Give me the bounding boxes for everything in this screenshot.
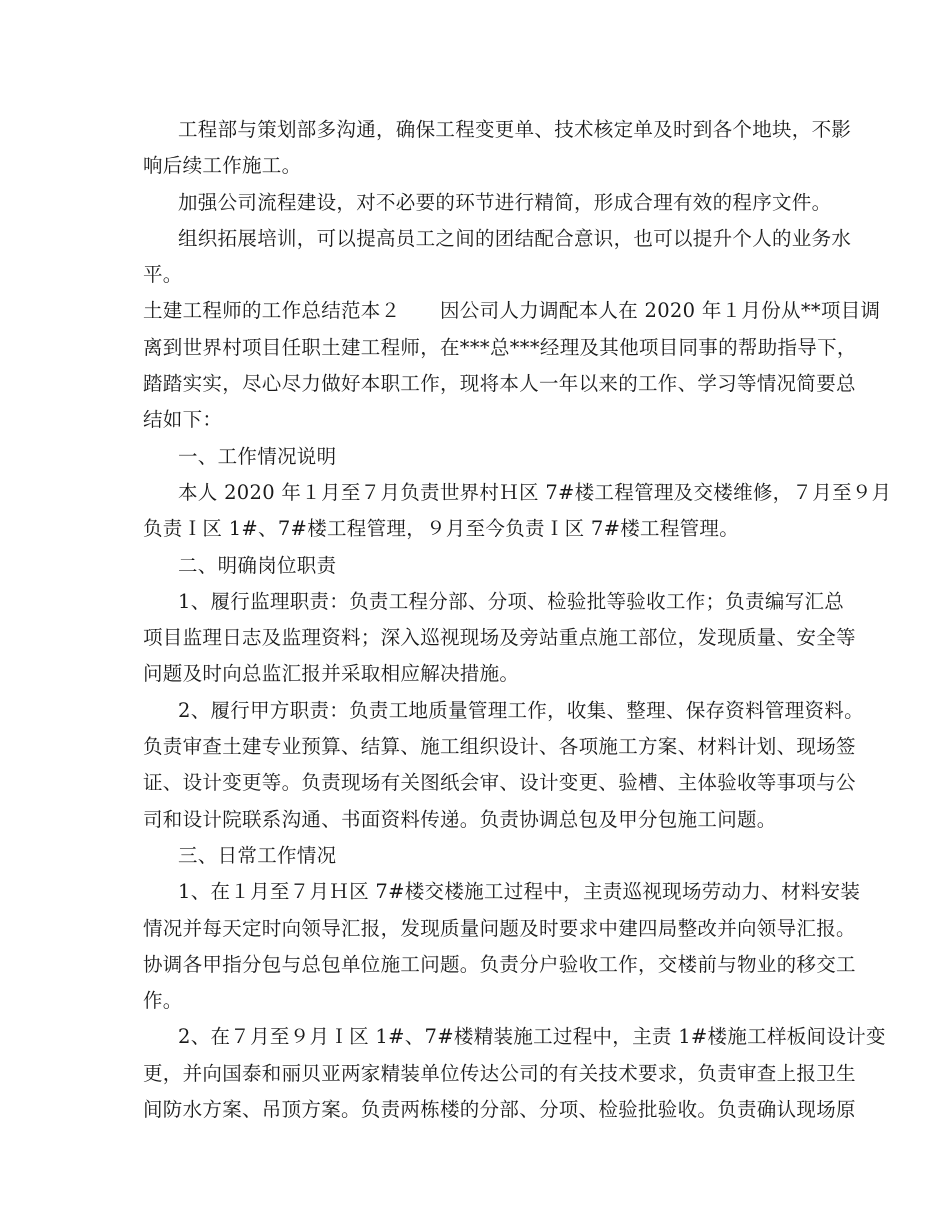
text-line: 本人 2020 年１月至７月负责世界村Ｈ区 7#楼工程管理及交楼维修，７月至９月 <box>178 480 892 504</box>
text-line: 结如下： <box>143 408 223 432</box>
text-line: 司和设计院联系沟通、书面资料传递。负责协调总包及甲分包施工问题。 <box>143 807 777 831</box>
text-line: 问题及时向总监汇报并采取相应解决措施。 <box>143 662 520 686</box>
text-line: 情况并每天定时向领导汇报，发现质量问题及时要求中建四局整改并向领导汇报。 <box>143 916 856 940</box>
text-line: 二、明确岗位职责 <box>178 553 337 577</box>
text-line: 平。 <box>143 263 183 287</box>
text-line: 负责Ｉ区 1#、7#楼工程管理，９月至今负责Ｉ区 7#楼工程管理。 <box>143 517 740 541</box>
text-line: 三、日常工作情况 <box>178 843 337 867</box>
text-line: 1、履行监理职责：负责工程分部、分项、检验批等验收工作；负责编写汇总 <box>178 589 845 613</box>
text-line: 响后续工作施工。 <box>143 154 302 178</box>
text-line: 项目监理日志及监理资料；深入巡视现场及旁站重点施工部位，发现质量、安全等 <box>143 626 856 650</box>
text-line: 工程部与策划部多沟通，确保工程变更单、技术核定单及时到各个地块，不影 <box>178 118 852 141</box>
text-line: 2、在７月至９月Ｉ区 1#、7#楼精装施工过程中，主责 1#楼施工样板间设计变 <box>178 1025 886 1049</box>
text-line: 一、工作情况说明 <box>178 444 337 468</box>
text-line: 离到世界村项目任职土建工程师，在***总***经理及其他项目同事的帮助指导下， <box>143 335 857 359</box>
text-line: 加强公司流程建设，对不必要的环节进行精简，形成合理有效的程序文件。 <box>178 190 832 214</box>
text-line: 证、设计变更等。负责现场有关图纸会审、设计变更、验槽、主体验收等事项与公 <box>143 771 856 795</box>
text-line: 更，并向国泰和丽贝亚两家精装单位传达公司的有关技术要求，负责审查上报卫生 <box>143 1061 856 1085</box>
text-line: 2、履行甲方职责：负责工地质量管理工作，收集、整理、保存资料管理资料。 <box>178 698 864 722</box>
text-line: 协调各甲指分包与总包单位施工问题。负责分户验收工作，交楼前与物业的移交工 <box>143 952 856 976</box>
text-line: 组织拓展培训，可以提高员工之间的团结配合意识，也可以提升个人的业务水 <box>178 226 852 250</box>
text-line: 踏踏实实，尽心尽力做好本职工作，现将本人一年以来的工作、学习等情况简要总 <box>143 372 856 396</box>
text-line: 作。 <box>143 989 183 1013</box>
text-line: 1、在１月至７月Ｈ区 7#楼交楼施工过程中，主责巡视现场劳动力、材料安装 <box>178 880 861 904</box>
text-line: 负责审查土建专业预算、结算、施工组织设计、各项施工方案、材料计划、现场签 <box>143 735 856 759</box>
text-line: 土建工程师的工作总结范本２ 因公司人力调配本人在 2020 年１月份从**项目调 <box>143 299 881 323</box>
document-page <box>143 112 892 1128</box>
text-line: 间防水方案、吊顶方案。负责两栋楼的分部、分项、检验批验收。负责确认现场原 <box>143 1098 856 1122</box>
